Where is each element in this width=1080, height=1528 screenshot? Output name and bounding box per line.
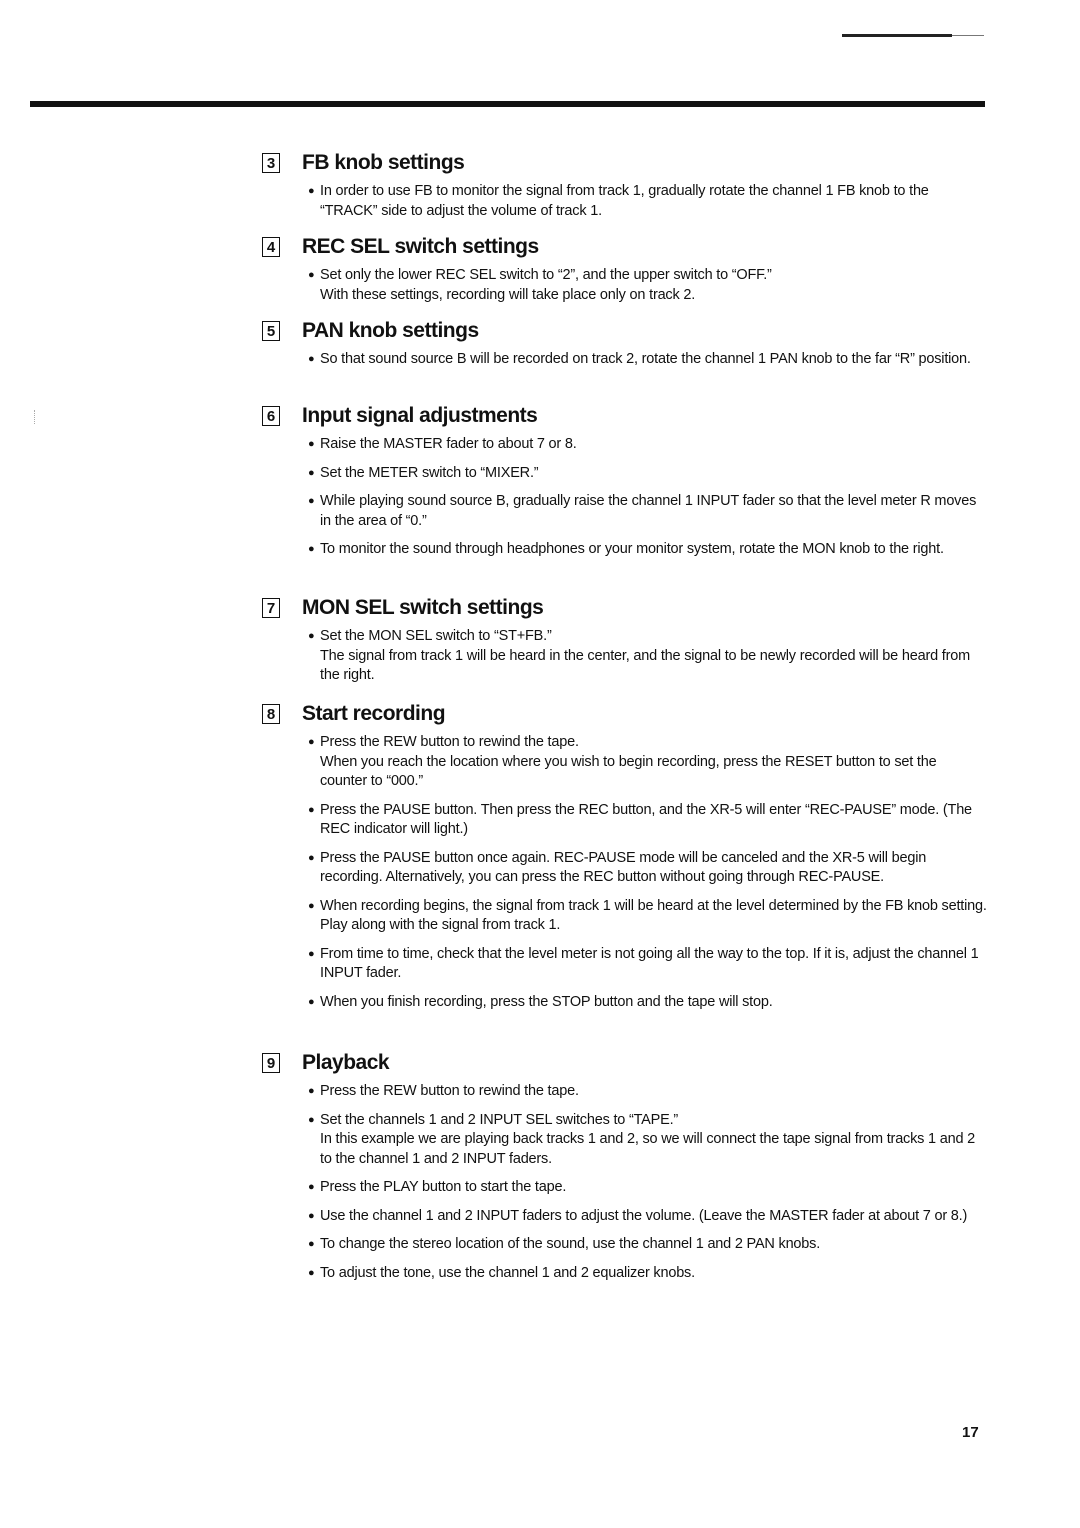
section-heading: [262, 403, 987, 429]
list-item: [262, 540, 987, 560]
section-title: REC SEL switch settings: [302, 235, 539, 258]
section-6: [262, 403, 987, 569]
item-text: In this example we are playing back tracks 1 and 2, so we will connect the tape signal from tracks 1 and 2 to the channel 1 and 2 INPUT faders.: [320, 1131, 976, 1167]
step-number-box: 3: [262, 153, 280, 173]
list-item: [262, 733, 987, 792]
bullet-icon: ●: [308, 803, 315, 816]
item-text: When you finish recording, press the STOP button and the tape will stop.: [320, 993, 773, 1010]
list-item: [262, 1111, 987, 1170]
item-text: From time to time, check that the level meter is not going all the way to the top. If it is, adjust the channel 1 INPUT fader.: [320, 945, 979, 981]
header-rule: [30, 101, 985, 107]
list-item: [262, 350, 987, 370]
step-number-box: 7: [262, 598, 280, 618]
section-heading: [262, 318, 987, 344]
list-item: [262, 182, 987, 221]
item-text: Press the PAUSE button. Then press the REC button, and the XR-5 will enter “REC-PAUSE” mode. (The REC indicator will light.): [320, 801, 972, 837]
section-3: [262, 150, 987, 230]
section-4: [262, 234, 987, 314]
item-text: Raise the MASTER fader to about 7 or 8.: [320, 436, 577, 452]
section-title: Playback: [302, 1051, 390, 1074]
section-title: Input signal adjustments: [302, 404, 538, 427]
bullet-icon: ●: [308, 995, 315, 1008]
section-8: [262, 701, 987, 1021]
bullet-icon: ●: [308, 630, 315, 642]
item-text: Press the PLAY button to start the tape.: [320, 1179, 567, 1195]
item-text: With these settings, recording will take place only on track 2.: [320, 286, 696, 303]
item-text: Press the REW button to rewind the tape.: [320, 1083, 579, 1099]
item-text: The signal from track 1 will be heard in the center, and the signal to be newly recorded will be heard from the right.: [320, 647, 970, 683]
list-item: [262, 492, 987, 531]
item-text: So that sound source B will be recorded on track 2, rotate the channel 1 PAN knob to the far “R” position.: [320, 351, 971, 367]
list-item: [262, 464, 987, 484]
item-text: Set the channels 1 and 2 INPUT SEL switches to “TAPE.”: [320, 1111, 679, 1128]
item-text: To monitor the sound through headphones or your monitor system, rotate the MON knob to the right.: [320, 541, 944, 557]
page-number: 17: [962, 1424, 979, 1441]
section-title: PAN knob settings: [302, 319, 479, 342]
bullet-icon: ●: [308, 495, 315, 507]
bullet-icon: ●: [308, 736, 315, 748]
section-7: [262, 595, 987, 695]
list-item: [262, 993, 987, 1013]
bullet-icon: ●: [308, 353, 315, 365]
bullet-icon: ●: [308, 1209, 315, 1222]
section-title: Start recording: [302, 702, 446, 725]
item-text: When you reach the location where you wish to begin recording, press the RESET button to set the counter to “000.”: [320, 753, 937, 789]
header-mark: [842, 34, 952, 37]
item-text: Press the PAUSE button once again. REC-PAUSE mode will be canceled and the XR-5 will begin recording. Alternatively, you can press the REC button without going through REC-PAUSE.: [320, 849, 927, 885]
bullet-icon: ●: [308, 185, 315, 197]
bullet-icon: ●: [308, 1113, 315, 1126]
bullet-icon: ●: [308, 947, 315, 960]
section-heading: [262, 150, 987, 176]
bullet-icon: ●: [308, 1266, 315, 1279]
list-item: [262, 266, 987, 305]
section-heading: [262, 234, 987, 260]
section-5: [262, 318, 987, 379]
list-item: [262, 1235, 987, 1255]
list-item: [262, 627, 987, 686]
step-number-box: 5: [262, 321, 280, 341]
list-item: [262, 1207, 987, 1227]
item-text: In order to use FB to monitor the signal from track 1, gradually rotate the channel 1 FB knob to the “TRACK” side to adjust the volume of track 1.: [320, 183, 929, 219]
bullet-icon: ●: [308, 438, 315, 450]
header-mark-faint: [952, 35, 984, 36]
bullet-icon: ●: [308, 851, 315, 864]
item-text: Press the REW button to rewind the tape.: [320, 734, 579, 750]
item-text: To change the stereo location of the sound, use the channel 1 and 2 PAN knobs.: [320, 1236, 821, 1252]
section-heading: [262, 595, 987, 621]
bullet-icon: ●: [308, 1181, 315, 1193]
bullet-icon: ●: [308, 269, 315, 281]
section-heading: [262, 701, 987, 727]
bullet-icon: ●: [308, 1238, 315, 1250]
item-text: Use the channel 1 and 2 INPUT faders to adjust the volume. (Leave the MASTER fader at about 7 or 8.): [320, 1207, 968, 1224]
list-item: [262, 435, 987, 455]
section-title: MON SEL switch settings: [302, 596, 544, 619]
margin-mark: [34, 410, 36, 424]
item-text: Set the METER switch to “MIXER.”: [320, 464, 539, 481]
step-number-box: 8: [262, 704, 280, 724]
list-item: [262, 1082, 987, 1102]
bullet-icon: ●: [308, 1085, 315, 1097]
section-heading: [262, 1050, 987, 1076]
section-title: FB knob settings: [302, 151, 465, 174]
item-text: To adjust the tone, use the channel 1 and 2 equalizer knobs.: [320, 1264, 695, 1281]
item-text: Set only the lower REC SEL switch to “2”, and the upper switch to “OFF.”: [320, 267, 772, 283]
list-item: [262, 801, 987, 840]
item-text: Set the MON SEL switch to “ST+FB.”: [320, 628, 552, 644]
list-item: [262, 1178, 987, 1198]
list-item: [262, 945, 987, 984]
step-number-box: 4: [262, 237, 280, 257]
bullet-icon: ●: [308, 543, 315, 555]
bullet-icon: ●: [308, 899, 315, 912]
bullet-icon: ●: [308, 466, 315, 479]
step-number-box: 9: [262, 1053, 280, 1073]
item-text: While playing sound source B, gradually raise the channel 1 INPUT fader so that the level meter R moves in the area of “0.”: [320, 493, 977, 529]
list-item: [262, 897, 987, 936]
list-item: [262, 849, 987, 888]
step-number-box: 6: [262, 406, 280, 426]
section-9: [262, 1050, 987, 1292]
item-text: When recording begins, the signal from track 1 will be heard at the level determined by the FB knob setting. Play along with the signal from track 1.: [320, 897, 987, 933]
list-item: [262, 1264, 987, 1284]
